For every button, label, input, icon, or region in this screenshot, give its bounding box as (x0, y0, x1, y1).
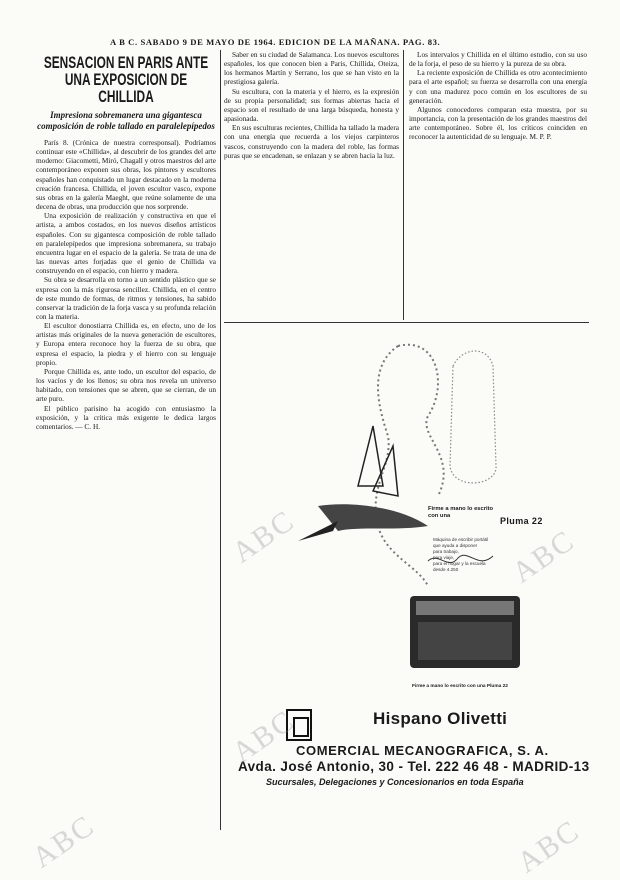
typewriter-carriage (416, 601, 514, 615)
small-line: que ayuda a disponer (433, 543, 478, 548)
watermark: ABC (506, 523, 581, 590)
leaf-shape (373, 446, 398, 496)
article-column-1 (36, 55, 216, 835)
tagline-line-1: Firme a mano lo escrito (428, 506, 494, 512)
watermark: ABC (226, 503, 301, 570)
paragraph: Su obra se desarrolla en torno a un sentido plástico que se expresa con la más rigurosa sencillez. Chillida, en el centro de este mundo de formas, de ritmos y tensiones, ha sabido conservar la tradición de la forja vasca y su profunda relación con la materia. (36, 275, 216, 321)
paragraph: La reciente exposición de Chillida es otro acontecimiento para el arte español; su fuerza se desarrolla con una energía y con una madurez poco común en los escultores de su generación. (409, 68, 587, 105)
company-address: Avda. José Antonio, 30 - Tel. 222 46 48 - MADRID-13 (238, 759, 590, 774)
small-line: para trabajo, (433, 549, 459, 554)
ad-tagline (428, 506, 498, 520)
watermark: ABC (26, 808, 101, 875)
paragraph: En sus esculturas recientes, Chillida ha tallado la madera con una energía que recuerda a los viejos carpinteros vascos, construyendo con la madera del roble, las formas puras que se encadenan, se enlazan y se abren hacia la luz. (224, 123, 399, 160)
paragraph: Saber en su ciudad de Salamanca. Los nuevos escultores españoles, los que conocen bien a Paris, Chillida, Oteiza, los hermanos Martín y Serrano, los que se han visto en la prestigiosa galería. (224, 50, 399, 87)
paragraph: Los intervalos y Chillida en el último estudio, con su uso de la forja, el peso de su hierro y la pureza de su obra. (409, 50, 587, 69)
small-line: desde 4.250 (433, 567, 459, 572)
page-header: A B C. SABADO 9 DE MAYO DE 1964. EDICION DE LA MAÑANA. PAG. 83. (110, 37, 441, 47)
company-branches: Sucursales, Delegaciones y Concesionarios en toda España (266, 777, 524, 787)
headline (36, 55, 216, 106)
dotted-vine (398, 345, 444, 496)
watermark: ABC (511, 813, 586, 880)
watermark: ABC (226, 703, 301, 770)
paragraph: Porque Chillida es, ante todo, un escultor del espacio, de los vacíos y de los llenos; su obra nos revela un universo habitado, con tensiones que se abren, que se cierran, de un arte puro. (36, 366, 216, 404)
column-rule (403, 50, 404, 320)
small-line: para viaje, (433, 555, 455, 560)
bird-tail (298, 521, 338, 541)
paragraph: El escultor donostiarra Chillida es, en efecto, uno de los artistas más originales de la nueva generación de escultores, y Europa entera reconoce hoy la fuerza de su obra, que expresa el espacio, la piedra y el hierro con su lenguaje propio. (36, 321, 216, 367)
paragraph: Una exposición de realización y constructiva en que el artista, a ambos costados, en los nuevos diseños artísticos españoles. Con su gigantesca composición de roble tallado en paralelepípedos que impresiona sobremanera, su trabajo encuentra lugar en el espacio de la galería. Se trata de una de las nuevas artes forjadas que el genio de Chillida va construyendo en el espacio, con hierro y madera. (36, 211, 216, 276)
small-line: Máquina de escribir portátil (433, 537, 489, 542)
small-line: para el hogar y la escuela (433, 561, 486, 566)
typewriter-keys (418, 622, 512, 660)
subheadline: Impresiona sobremanera una gigantesca composición de roble tallado en paralelepípedos (37, 110, 215, 131)
headline-line-3: CHILLIDA (98, 88, 154, 106)
article-column-2 (224, 50, 399, 320)
company-name: COMERCIAL MECANOGRAFICA, S. A. (296, 743, 549, 758)
article-column-3 (409, 50, 587, 320)
ad-caption: Firme a mano lo escrito con una Pluma 22 (412, 684, 508, 689)
section-rule (224, 322, 589, 323)
column-rule (220, 50, 221, 830)
product-name: Pluma 22 (500, 516, 543, 526)
finger-shape (450, 351, 496, 483)
paragraph: Su escultura, con la materia y el hierro, es la expresión de su propia personalidad; sus formas abiertas hacia el espacio son el resultado de una larga búsqueda, honesta y apasionada. (224, 86, 399, 124)
headline-line-2: UNA EXPOSICION DE (64, 71, 188, 89)
brand-name: Hispano Olivetti (373, 709, 508, 728)
paragraph: Algunos conocedores comparan esta muestra, por su importancia, con la presentación de los grandes maestros del arte contemporáneo. Sobre él, los críticos coinciden en reconocer la autenticidad de su lenguaje. M. P. P. (409, 104, 587, 142)
tagline-line-2: con una (428, 513, 451, 519)
paragraph: París 8. (Crónica de nuestra corresponsal). Podríamos continuar este «Chillida», al descubrir de los grandes del arte moderno: Giacometti, Miró, Chagall y otros maestros del arte contemporáneo exponen sus obras, los pintores y escultores españoles han conquistado un lugar destacado en la moderna creación francesa. Chillida, el joven escultor vasco, expone sus obras en la galería Maeght, que reúne solamente de una decena de obras, una producción que nos sorprende. (36, 138, 216, 212)
paragraph: El público parisino ha acogido con entusiasmo la exposición, y la crítica más exigente le dedica largos comentarios. — C. H. (36, 403, 216, 431)
headline-line-1: SENSACION EN PARIS ANTE (43, 55, 209, 72)
